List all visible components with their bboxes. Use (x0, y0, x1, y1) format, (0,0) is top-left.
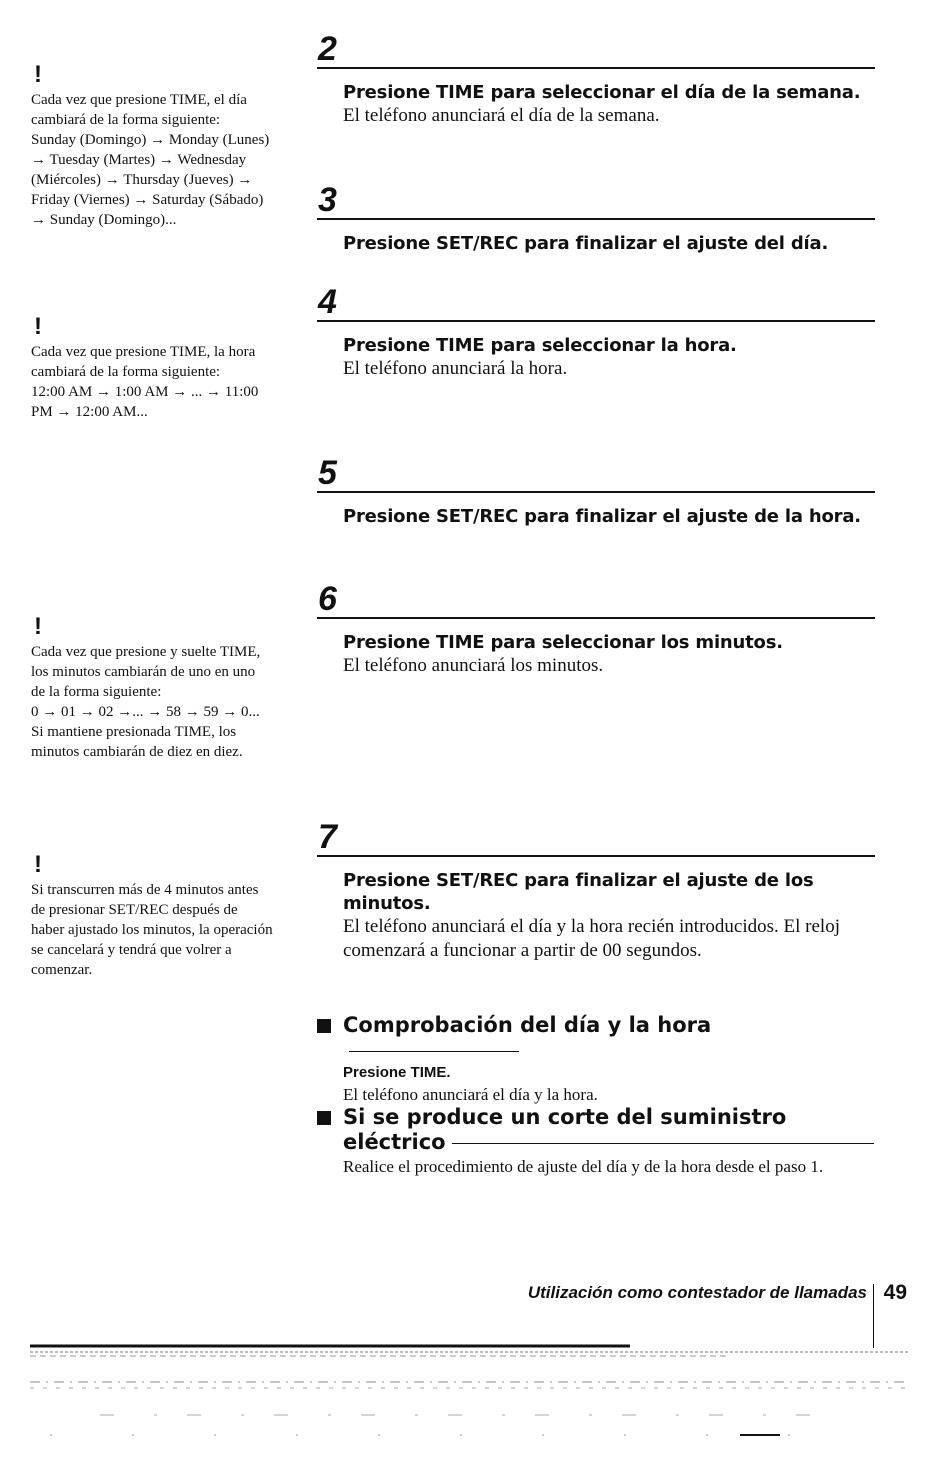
footer-section-title: Utilización como contestador de llamadas (527, 1283, 867, 1302)
step-3 (317, 183, 875, 255)
scan-artifacts (30, 1340, 910, 1455)
note-text: Cada vez que presione TIME, el día cambiará de la forma siguiente: Sunday (Domingo) → Monday (Lunes) → Tuesday (Martes) → Wednesday (Miércoles) → Thursday (Jueves) → Friday (Viernes) → Saturday (Sábado) → Sunday (Domingo)... (31, 92, 270, 228)
step-description: El teléfono anunciará los minutos. (343, 655, 604, 676)
section-body: Realice el procedimiento de ajuste del día y de la hora desde el paso 1. (343, 1157, 824, 1176)
step-number: 2 (318, 30, 337, 68)
section-subtitle: Presione TIME. (343, 1064, 451, 1081)
step-instruction: Presione TIME para seleccionar los minutos. (343, 632, 783, 653)
step-rule (317, 617, 875, 619)
step-6 (317, 582, 875, 678)
section-body: El teléfono anunciará el día y la hora. (343, 1085, 598, 1104)
step-rule (317, 67, 875, 69)
step-4 (317, 285, 875, 381)
step-rule (317, 855, 875, 857)
step-number: 4 (318, 283, 337, 321)
note-hour-cycle (31, 312, 273, 422)
step-number: 3 (318, 181, 337, 219)
step-5 (317, 456, 875, 528)
note-text: Cada vez que presione y suelte TIME, los minutos cambiarán de uno en uno de la forma siguiente: 0 → 01 → 02 →... → 58 → 59 → 0... Si mantiene presionada TIME, los minutos cambiarán de diez en diez. (31, 644, 261, 760)
section-heading (317, 1105, 875, 1155)
note-timeout (31, 850, 273, 980)
step-rule (317, 218, 875, 220)
step-7 (317, 820, 875, 963)
step-number: 5 (318, 454, 337, 492)
caution-icon: ! (34, 313, 42, 340)
caution-icon: ! (34, 61, 42, 88)
section-title: Si se produce un corte del suministro eléctrico (343, 1105, 787, 1154)
step-number: 6 (318, 580, 337, 618)
section-title: Comprobación del día y la hora (343, 1013, 712, 1037)
step-description: El teléfono anunciará el día y la hora recién introducidos. El reloj comenzará a funcionar a partir de 00 segundos. (343, 916, 840, 961)
step-rule (317, 320, 875, 322)
heading-rule (349, 1051, 519, 1052)
bullet-square-icon (317, 1111, 331, 1125)
note-text: Si transcurren más de 4 minutos antes de presionar SET/REC después de haber ajustado los minutos, la operación se cancelará y tendrá que volrer a comenzar. (31, 882, 273, 978)
step-number: 7 (318, 818, 337, 856)
step-instruction: Presione TIME para seleccionar la hora. (343, 335, 737, 356)
step-description: El teléfono anunciará el día de la semana. (343, 105, 660, 126)
page-number: 49 (883, 1281, 907, 1304)
bullet-square-icon (317, 1019, 331, 1033)
section-power-failure (317, 1105, 875, 1178)
step-instruction: Presione SET/REC para finalizar el ajuste del día. (343, 233, 829, 254)
step-instruction: Presione SET/REC para finalizar el ajuste de los minutos. (343, 870, 814, 914)
note-text: Cada vez que presione TIME, la hora cambiará de la forma siguiente: 12:00 AM → 1:00 AM → ... → 11:00 PM → 12:00 AM... (31, 344, 259, 420)
step-description: El teléfono anunciará la hora. (343, 358, 568, 379)
caution-icon: ! (34, 851, 42, 878)
step-rule (317, 491, 875, 493)
note-minute-cycle (31, 612, 273, 762)
step-instruction: Presione SET/REC para finalizar el ajuste de la hora. (343, 506, 861, 527)
heading-rule (452, 1143, 874, 1144)
section-check-time (317, 1013, 875, 1106)
step-2 (317, 32, 875, 128)
note-day-cycle (31, 60, 273, 230)
section-heading (317, 1013, 875, 1063)
caution-icon: ! (34, 613, 42, 640)
step-instruction: Presione TIME para seleccionar el día de la semana. (343, 82, 861, 103)
footer-divider (873, 1284, 874, 1348)
